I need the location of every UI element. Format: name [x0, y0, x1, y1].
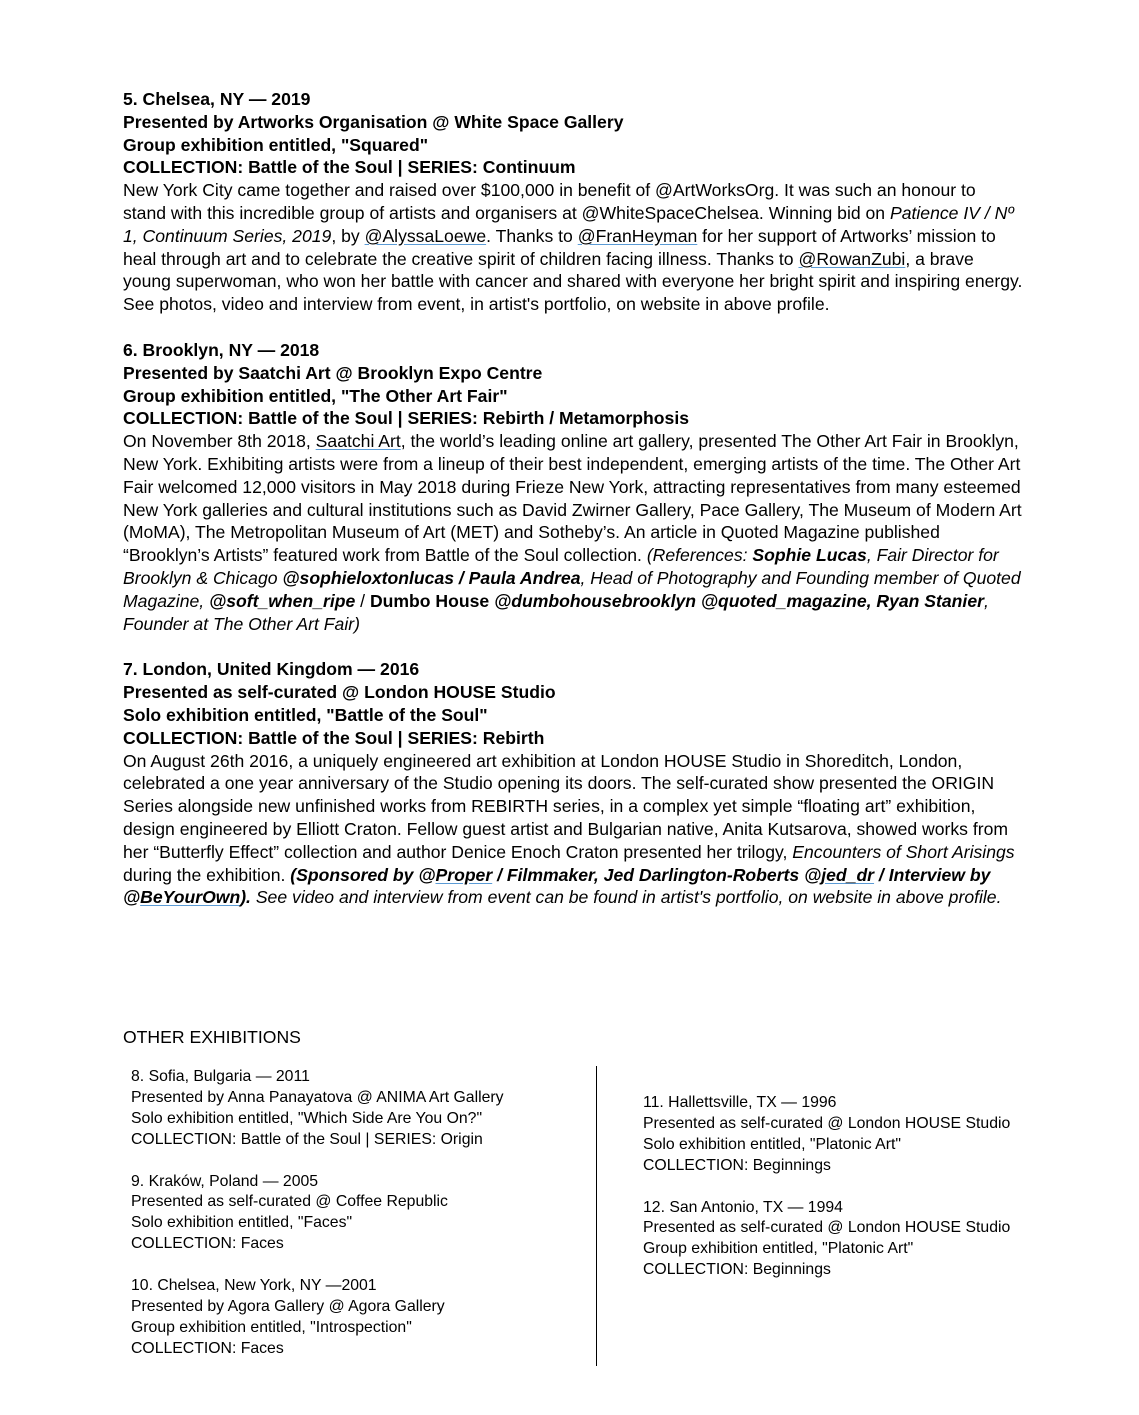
- other-exhibition-collection: COLLECTION: Beginnings: [643, 1156, 831, 1174]
- sponsor-text: (Sponsored by @: [290, 864, 436, 885]
- entry-presenter: Presented as self-curated @ London HOUSE Studio: [123, 682, 556, 703]
- description-text: , by: [331, 225, 365, 246]
- other-exhibition-11: [643, 1093, 1103, 1177]
- link-jed-dr[interactable]: jed_dr: [821, 864, 875, 885]
- references-text: , Fair Director for Brooklyn & Chicago: [123, 545, 999, 588]
- entry-heading: 5. Chelsea, NY — 2019: [123, 89, 311, 109]
- description-text: during the exhibition.: [123, 864, 291, 885]
- artwork-title: Patience IV / Nº 1, Continuum Series, 2019: [123, 202, 1014, 246]
- other-exhibition-heading: 12. San Antonio, TX — 1994: [643, 1198, 843, 1216]
- exhibition-entry-7: [123, 658, 1023, 909]
- description-text: On November 8th 2018,: [123, 431, 316, 452]
- entry-title: Solo exhibition entitled, "Battle of the Soul": [123, 704, 488, 725]
- sponsor-text: ).: [240, 887, 251, 908]
- other-exhibitions-left-column: [131, 1067, 571, 1381]
- other-exhibition-title: Solo exhibition entitled, "Faces": [131, 1214, 353, 1232]
- other-exhibition-presenter: Presented as self-curated @ London HOUSE Studio: [643, 1114, 1011, 1132]
- entry-presenter: Presented by Saatchi Art @ Brooklyn Expo Centre: [123, 362, 543, 383]
- sponsor-text: / Filmmaker, Jed Darlington-Roberts @: [492, 864, 822, 885]
- exhibition-entry-5: [123, 88, 1023, 316]
- reference-name: Dumbo House: [369, 590, 495, 611]
- other-exhibition-title: Group exhibition entitled, "Introspection": [131, 1318, 412, 1336]
- description-text: On August 26th 2016, a uniquely engineered art exhibition at London HOUSE Studio in Shoreditch, London, celebrated a one year anniversary of the Studio opening its doors. The self-curated show presented the ORIGIN Series alongside new unfinished works from REBIRTH series, in a complex yet simple “floating art” exhibition, design engineered by Elliott Craton. Fellow guest artist and Bulgarian native, Anita Kutsarova, showed works from her “Butterfly Effect” collection and author Denice Enoch Craton presented her trilogy,: [123, 750, 1009, 862]
- link-beyourown[interactable]: BeYourOwn: [140, 887, 241, 908]
- book-title: Encounters of Short Arisings: [792, 841, 1015, 862]
- link-rowanzubi[interactable]: @RowanZubi: [798, 248, 906, 269]
- other-exhibition-heading: 11. Hallettsville, TX — 1996: [643, 1094, 837, 1111]
- entry-description: [123, 430, 1023, 635]
- reference-name: Sophie Lucas: [752, 545, 867, 566]
- other-exhibition-heading: 8. Sofia, Bulgaria — 2011: [131, 1068, 310, 1085]
- description-text: New York City came together and raised over $100,000 in benefit of @ArtWorksOrg. It was such an honour to stand with this incredible group of artists and organisers at @WhiteSpaceChelsea. Winning bid on: [123, 180, 976, 223]
- other-exhibition-title: Solo exhibition entitled, "Platonic Art": [643, 1135, 901, 1153]
- entry-collection: COLLECTION: Battle of the Soul | SERIES: Rebirth: [123, 727, 545, 748]
- references-text: , Head of Photography and Founding member of Quoted Magazine,: [123, 567, 1021, 611]
- other-exhibition-presenter: Presented as self-curated @ Coffee Republic: [131, 1193, 448, 1211]
- entry-title: Group exhibition entitled, "Squared": [123, 134, 429, 155]
- entry-heading: 6. Brooklyn, NY — 2018: [123, 339, 320, 360]
- entry-description: [123, 750, 1023, 910]
- other-exhibition-collection: COLLECTION: Faces: [131, 1235, 284, 1253]
- references-text: , Founder at The Other Art Fair): [123, 590, 989, 634]
- entry-collection: COLLECTION: Battle of the Soul | SERIES: Continuum: [123, 157, 576, 178]
- other-exhibition-collection: COLLECTION: Faces: [131, 1339, 284, 1357]
- other-exhibition-9: [131, 1172, 571, 1256]
- other-exhibition-collection: COLLECTION: Beginnings: [643, 1261, 831, 1279]
- exhibition-list: [123, 88, 1023, 909]
- other-exhibition-title: Group exhibition entitled, "Platonic Art": [643, 1240, 914, 1258]
- other-exhibition-8: [131, 1067, 571, 1151]
- link-proper[interactable]: Proper: [435, 864, 493, 885]
- other-exhibition-heading: 10. Chelsea, New York, NY —2001: [131, 1277, 377, 1295]
- description-text: , a brave young superwoman, who won her battle with cancer and shared with everyone her bright spirit and inspiring energy. See photos, video and interview from event, in artist's portfolio, on website in above profile.: [123, 248, 1023, 315]
- other-exhibition-12: [643, 1198, 1103, 1282]
- other-exhibition-presenter: Presented as self-curated @ London HOUSE Studio: [643, 1219, 1011, 1237]
- reference-name: @soft_when_ripe: [209, 590, 356, 611]
- exhibition-entry-6: [123, 339, 1023, 635]
- column-divider: [596, 1066, 597, 1366]
- description-text: . Thanks to: [486, 225, 578, 246]
- description-text: , the world’s leading online art gallery, presented The Other Art Fair in Brooklyn, New York. Exhibiting artists were from a lineup of their best independent, emerging artists of the time. The Other Art Fair welcomed 12,000 visitors in May 2018 during Frieze New York, attracting representatives from many esteemed New York galleries and cultural institutions such as David Zwirner Gallery, Pace Gallery, The Museum of Modern Art (MoMA), The Metropolitan Museum of Art (MET) and Sotheby’s. An article in Quoted Magazine published “Brooklyn’s Artists” featured work from Battle of the Soul collection.: [123, 431, 1022, 566]
- description-text: /: [355, 590, 370, 611]
- description-text: for her support of Artworks’ mission to heal through art and to celebrate the creative spirit of children facing illness. Thanks to: [123, 225, 996, 269]
- description-text: See video and interview from event can be found in artist's portfolio, on website in above profile.: [250, 887, 1002, 908]
- reference-name: @sophieloxtonlucas / Paula Andrea: [282, 567, 581, 588]
- entry-description: [123, 179, 1023, 316]
- entry-title: Group exhibition entitled, "The Other Art Fair": [123, 385, 508, 406]
- entry-heading: 7. London, United Kingdom — 2016: [123, 659, 420, 680]
- references-text: (References:: [646, 545, 753, 566]
- link-alyssaloewe[interactable]: @AlyssaLoewe: [364, 225, 487, 246]
- other-exhibition-title: Solo exhibition entitled, "Which Side Are You On?": [131, 1109, 483, 1127]
- other-exhibition-10: [131, 1276, 571, 1360]
- other-exhibitions-heading: OTHER EXHIBITIONS: [123, 1027, 301, 1047]
- entry-collection: COLLECTION: Battle of the Soul | SERIES: Rebirth / Metamorphosis: [123, 408, 689, 429]
- other-exhibition-collection: COLLECTION: Battle of the Soul | SERIES: Origin: [131, 1130, 483, 1148]
- other-exhibition-presenter: Presented by Agora Gallery @ Agora Gallery: [131, 1297, 445, 1315]
- sponsor-text: / Interview by @: [123, 864, 991, 908]
- entry-presenter: Presented by Artworks Organisation @ White Space Gallery: [123, 111, 624, 132]
- reference-name: @dumbohousebrooklyn @quoted_magazine, Ryan Stanier: [494, 590, 984, 611]
- other-exhibitions-right-column: [643, 1093, 1103, 1302]
- link-saatchi-art[interactable]: Saatchi Art: [315, 431, 401, 452]
- other-exhibition-heading: 9. Kraków, Poland — 2005: [131, 1172, 319, 1190]
- other-exhibition-presenter: Presented by Anna Panayatova @ ANIMA Art Gallery: [131, 1088, 504, 1106]
- link-franheyman[interactable]: @FranHeyman: [577, 225, 698, 246]
